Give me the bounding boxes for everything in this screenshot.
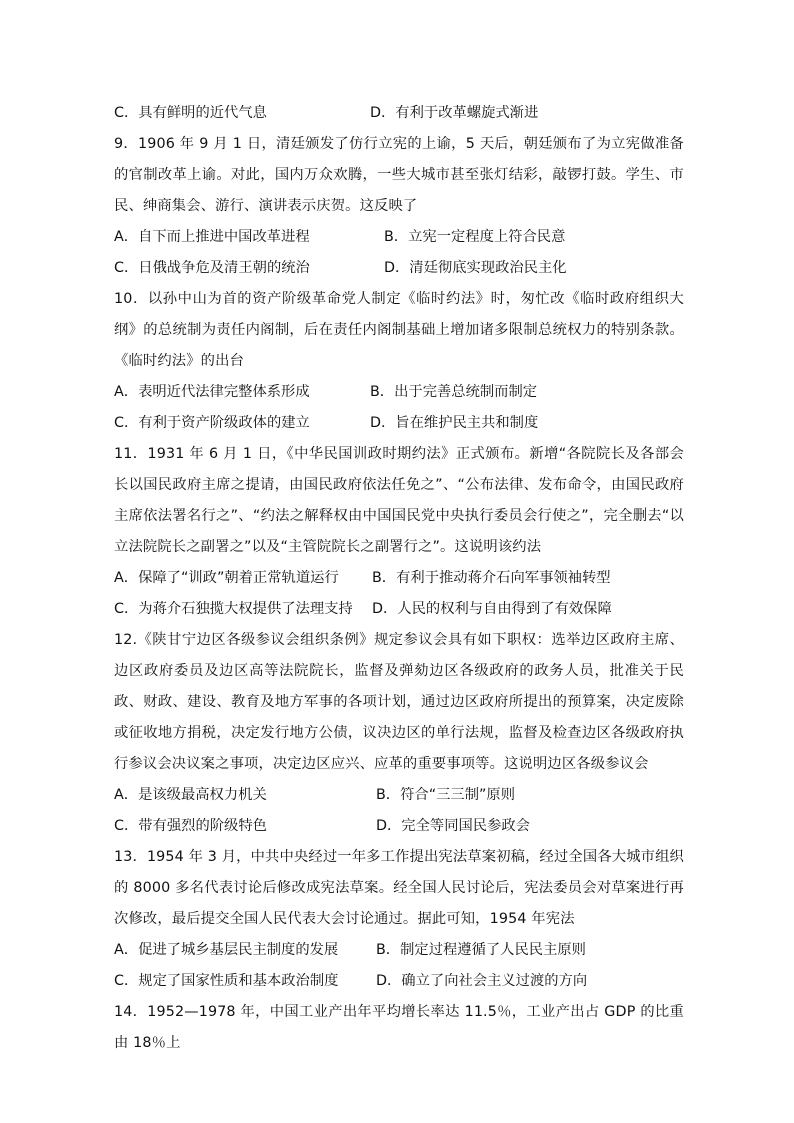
q10-options-row-2 <box>114 408 684 439</box>
q10-stem: 10．以孙中山为首的资产阶级革命党人制定《临时约法》时，匆忙改《临时政府组织大纲》的总统制为责任内阁制，后在责任内阁制基础上增加诸多限制总统权力的特别条款。《临时约法》的出台 <box>114 291 684 369</box>
q13-option-d: D．确立了向社会主义过渡的方向 <box>376 973 588 989</box>
q13-option-b: B．制定过程遵循了人民民主原则 <box>376 942 586 958</box>
q10-option-b: B．出于完善总统制而制定 <box>370 384 538 400</box>
q13-stem: 13．1954 年 3 月，中共中央经过一年多工作提出宪法草案初稿，经过全国各大城市组织的 8000 多名代表讨论后修改成宪法草案。经全国人民讨论后，宪法委员会对草案进行再次修改，最后提交全国人民代表大会讨论通过。据此可知，1954 年宪法 <box>114 849 684 927</box>
q9-options-row-1 <box>114 222 684 253</box>
q11-option-d: D．人民的权利与自由得到了有效保障 <box>372 601 612 617</box>
q9-option-c: C．日俄战争危及清王朝的统治 <box>114 260 310 276</box>
q11-options-row-1 <box>114 563 684 594</box>
q13-option-c: C．规定了国家性质和基本政治制度 <box>114 973 339 989</box>
q11-option-c: C．为蒋介石独揽大权提供了法理支持 <box>114 601 353 617</box>
q11-option-b: B．有利于推动蒋介石向军事领袖转型 <box>372 570 611 586</box>
q12-option-a: A．是该级最高权力机关 <box>114 787 267 803</box>
q12-stem: 12.《陕甘宁边区各级参议会组织条例》规定参议会具有如下职权：选举边区政府主席、边区政府委员及边区高等法院院长，监督及弹劾边区各级政府的政务人员，批准关于民政、财政、建设、教育及地方军事的各项计划，通过边区政府所提出的预算案，决定废除或征收地方捐税，决定发行地方公债，议决边区的单行法规，监督及检查边区各级政府执行参议会决议案之事项，决定边区应兴、应革的重要事项等。这说明边区各级参议会 <box>114 632 684 772</box>
q10-option-a: A．表明近代法律完整体系形成 <box>114 384 310 400</box>
q12-options-row-1 <box>114 780 684 811</box>
q11-options-row-2 <box>114 594 684 625</box>
q11-option-a: A．保障了“训政”朝着正常轨道运行 <box>114 570 339 586</box>
q9-option-a: A．自下而上推进中国改革进程 <box>114 229 310 245</box>
q9-option-d: D．清廷彻底实现政治民主化 <box>384 260 567 276</box>
q12-option-c: C．带有强烈的阶级特色 <box>114 818 267 834</box>
q12-option-d: D．完全等同国民参政会 <box>376 818 530 834</box>
q13-options-row-1 <box>114 935 684 966</box>
q12-option-b: B．符合“三三制”原则 <box>376 787 515 803</box>
q8-option-c: C．具有鲜明的近代气息 <box>114 105 267 121</box>
q9-options-row-2 <box>114 253 684 284</box>
q9-option-b: B．立宪一定程度上符合民意 <box>384 229 566 245</box>
q13-options-row-2 <box>114 966 684 997</box>
q14-stem: 14．1952—1978 年，中国工业产出年平均增长率达 11.5％，工业产出占 GDP 的比重由 18％上 <box>114 1004 684 1051</box>
q8-options-row-2 <box>114 98 684 129</box>
exam-page <box>114 98 684 1059</box>
q10-options-row-1 <box>114 377 684 408</box>
q11-stem: 11．1931 年 6 月 1 日，《中华民国训政时期约法》正式颁布。新增“各院院长及各部会长以国民政府主席之提请，由国民政府依法任免之”、“公布法律、发布命令，由国民政府主席依法署名行之”、“约法之解释权由中国国民党中央执行委员会行使之”，完全删去“以立法院院长之副署之”以及“主管院院长之副署行之”。这说明该约法 <box>114 446 684 555</box>
q10-option-d: D．旨在维护民主共和制度 <box>370 415 539 431</box>
q13-option-a: A．促进了城乡基层民主制度的发展 <box>114 942 339 958</box>
q12-options-row-2 <box>114 811 684 842</box>
q10-option-c: C．有利于资产阶级政体的建立 <box>114 415 310 431</box>
q8-option-d: D．有利于改革螺旋式渐进 <box>370 105 539 121</box>
q9-stem: 9．1906 年 9 月 1 日，清廷颁发了仿行立宪的上谕，5 天后，朝廷颁布了为立宪做准备的官制改革上谕。对此，国内万众欢腾，一些大城市甚至张灯结彩，敲锣打鼓。学生、市民、绅商集会、游行、演讲表示庆贺。这反映了 <box>114 136 684 214</box>
